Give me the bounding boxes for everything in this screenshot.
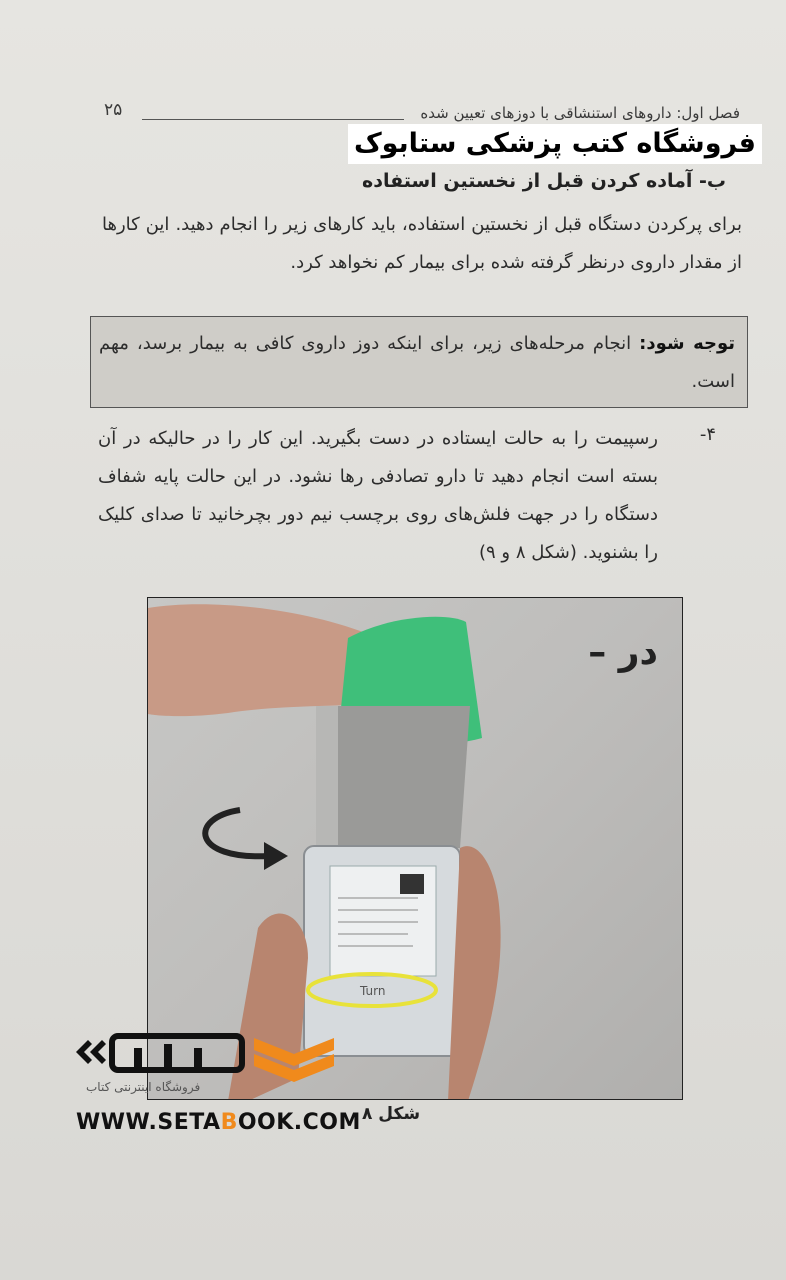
door-label: در –: [588, 632, 658, 673]
website-accent: B: [220, 1110, 238, 1135]
figure-8-photo: [147, 597, 683, 1100]
website-prefix: WWW.SETA: [76, 1110, 221, 1135]
website-suffix: OOK.COM: [237, 1110, 361, 1135]
step-number: ۴-: [699, 424, 716, 445]
note-text: انجام مرحله‌های زیر، برای اینکه دوز داروی کافی به بیمار برسد، مهم است.: [99, 333, 735, 392]
note-box: [90, 316, 748, 408]
turn-text: Turn: [360, 984, 386, 998]
header-rule: [142, 119, 404, 120]
running-header: فصل اول: داروهای استنشاقی با دوزهای تعیین شده: [420, 104, 740, 122]
section-heading: ب- آماده کردن قبل از نخستین استفاده: [362, 170, 726, 192]
inhaler-illustration: [148, 598, 683, 1100]
note-label: توجه شود:: [639, 333, 736, 354]
logo-tagline: فروشگاه اینترنتی کتاب: [86, 1080, 201, 1094]
figure-caption: شکل ۸: [362, 1104, 421, 1124]
store-watermark-title: فروشگاه کتب پزشکی ستابوک: [348, 124, 762, 164]
paragraph-1: برای پرکردن دستگاه قبل از نخستین استفاده، باید کارهای زیر را انجام دهید. این کارها از مقدار داروی درنظر گرفته شده برای بیمار کم نخواهد کرد.: [102, 214, 742, 273]
website-url: [76, 1110, 361, 1135]
note-text-block: [99, 325, 735, 401]
page-number: ۲۵: [104, 100, 123, 120]
step-4-text: رسپیمت را به حالت ایستاده در دست بگیرید. این کار را در حالیکه در آن بسته است انجام دهید تا دارو تصادفی رها نشود. در این حالت پایه شفاف دستگاه را در جهت فلش‌های روی برچسب نیم دور بچرخانید تا صدای کلیک را بشنوید. (شکل ۸ و ۹): [98, 428, 658, 563]
